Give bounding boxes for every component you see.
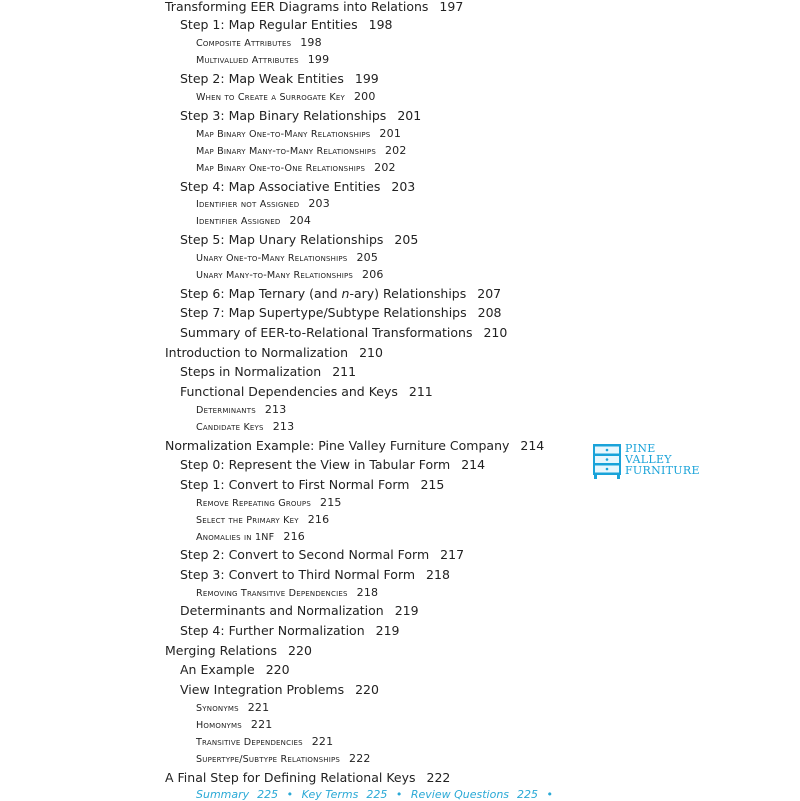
toc-entry-level-2[interactable]: [180, 73, 379, 86]
toc-entry-page: 208: [477, 305, 502, 320]
toc-entry-page: 197: [439, 0, 464, 14]
toc-entry-level-3[interactable]: [196, 91, 376, 103]
toc-entry-page: 203: [308, 197, 330, 210]
toc-entry-page: 213: [264, 403, 287, 416]
toc-entry-level-2[interactable]: [180, 19, 392, 32]
toc-entry-page: 198: [300, 36, 322, 49]
toc-entry-title: Step 6: Map Ternary (and n-ary) Relationships: [180, 286, 467, 301]
toc-entry-level-3[interactable]: [196, 162, 396, 174]
toc-entry-level-3[interactable]: [196, 252, 378, 264]
toc-entry-page: 221: [250, 718, 273, 731]
toc-entry-title: When to Create a Surrogate Key: [196, 92, 345, 103]
toc-entry-page: 210: [359, 345, 383, 360]
toc-entry-level-3[interactable]: [196, 269, 384, 281]
toc-entry-page: 214: [461, 457, 486, 472]
toc-entry-page: 219: [375, 623, 400, 638]
toc-entry-level-2[interactable]: [180, 366, 356, 379]
toc-entry-level-2[interactable]: [180, 181, 415, 194]
toc-entry-level-2[interactable]: [180, 327, 507, 340]
toc-entry-title: Step 3: Map Binary Relationships: [180, 108, 387, 123]
toc-entry-level-2[interactable]: [180, 684, 379, 697]
toc-entry-title: Step 2: Convert to Second Normal Form: [180, 547, 430, 562]
toc-entry-page: 215: [420, 477, 445, 492]
toc-entry-level-3[interactable]: [196, 719, 272, 731]
toc-entry-page: 206: [362, 268, 384, 281]
toc-entry-page: 214: [520, 438, 545, 453]
toc-entry-level-3[interactable]: [196, 145, 407, 157]
toc-entry-level-2[interactable]: [180, 386, 433, 399]
toc-entry-level-3[interactable]: [196, 514, 329, 526]
toc-entry-title: Transitive Dependencies: [196, 737, 303, 748]
toc-entry-page: 213: [272, 420, 295, 433]
toc-entry-page: 220: [355, 682, 379, 697]
toc-entry-title: Synonyms: [196, 703, 239, 714]
toc-entry-level-3[interactable]: [196, 37, 322, 49]
toc-entry-level-2[interactable]: [180, 479, 444, 492]
toc-entry-level-1[interactable]: [165, 772, 450, 785]
toc-entry-level-2[interactable]: [180, 605, 419, 618]
toc-entry-title: Step 4: Map Associative Entities: [180, 179, 381, 194]
toc-entry-level-3[interactable]: [196, 215, 311, 227]
toc-entry-title: Identifier not Assigned: [196, 199, 300, 210]
toc-entry-level-2[interactable]: [180, 549, 464, 562]
toc-entry-level-2[interactable]: [180, 234, 418, 247]
toc-entry-page: 198: [368, 17, 393, 32]
footer-item[interactable]: Review Questions 225: [410, 788, 539, 801]
toc-entry-title: Unary One-to-Many Relationships: [196, 253, 348, 264]
toc-entry-title: Introduction to Normalization: [165, 345, 349, 360]
toc-entry-page: 219: [394, 603, 419, 618]
toc-entry-level-3[interactable]: [196, 531, 305, 543]
toc-entry-page: 220: [288, 643, 312, 658]
toc-entry-title: Supertype/Subtype Relationships: [196, 754, 341, 765]
toc-entry-title: Step 0: Represent the View in Tabular Form: [180, 457, 451, 472]
toc-entry-page: 216: [307, 513, 330, 526]
toc-entry-page: 218: [426, 567, 450, 582]
toc-entry-title: Step 7: Map Supertype/Subtype Relationships: [180, 305, 467, 320]
toc-entry-level-3[interactable]: [196, 54, 329, 66]
toc-entry-level-3[interactable]: [196, 404, 286, 416]
toc-entry-title: Candidate Keys: [196, 422, 264, 433]
footer-separator: •: [546, 788, 554, 801]
toc-entry-title: View Integration Problems: [180, 682, 345, 697]
toc-entry-page: 222: [426, 770, 451, 785]
toc-entry-page: 211: [332, 364, 357, 379]
toc-entry-title: Determinants: [196, 405, 256, 416]
toc-entry-level-2[interactable]: [180, 569, 450, 582]
toc-entry-level-3[interactable]: [196, 753, 371, 765]
toc-entry-level-2[interactable]: [180, 459, 485, 472]
toc-entry-title: A Final Step for Defining Relational Keys: [165, 770, 416, 785]
toc-entry-title: Summary of EER-to-Relational Transformations: [180, 325, 473, 340]
toc-entry-level-2[interactable]: [180, 288, 501, 301]
toc-entry-title: Step 1: Convert to First Normal Form: [180, 477, 410, 492]
toc-entry-title: Map Binary Many-to-Many Relationships: [196, 146, 376, 157]
toc-entry-level-2[interactable]: [180, 110, 421, 123]
toc-entry-page: 203: [391, 179, 416, 194]
toc-entry-level-3[interactable]: [196, 198, 330, 210]
toc-entry-title: Homonyms: [196, 720, 242, 731]
toc-entry-title: Functional Dependencies and Keys: [180, 384, 398, 399]
footer-item[interactable]: Summary 225: [196, 788, 279, 801]
toc-entry-title: Multivalued Attributes: [196, 55, 299, 66]
logo-wordmark: PINE VALLEY FURNITURE: [625, 442, 700, 477]
toc-entry-page: 204: [289, 214, 312, 227]
toc-entry-level-3[interactable]: [196, 702, 269, 714]
toc-entry-page: 205: [394, 232, 419, 247]
toc-entry-title: Steps in Normalization: [180, 364, 322, 379]
toc-entry-title: Determinants and Normalization: [180, 603, 384, 618]
toc-entry-level-3[interactable]: [196, 587, 378, 599]
toc-entry-title: Remove Repeating Groups: [196, 498, 312, 509]
toc-entry-page: 201: [379, 127, 402, 140]
toc-entry-title: Step 2: Map Weak Entities: [180, 71, 344, 86]
toc-entry-title: An Example: [180, 662, 255, 677]
toc-entry-page: 202: [384, 144, 407, 157]
toc-entry-title: Step 1: Map Regular Entities: [180, 17, 358, 32]
toc-entry-page: 221: [311, 735, 334, 748]
toc-entry-page: 215: [320, 496, 342, 509]
pine-valley-furniture-logo: [592, 443, 707, 479]
toc-entry-page: 201: [397, 108, 422, 123]
toc-entry-page: 222: [349, 752, 371, 765]
toc-entry-title: Removing Transitive Dependencies: [196, 588, 348, 599]
toc-entry-level-1[interactable]: [165, 440, 544, 453]
toc-entry-level-3[interactable]: [196, 128, 401, 140]
toc-entry-level-2[interactable]: [180, 625, 400, 638]
toc-entry-page: 199: [307, 53, 330, 66]
toc-entry-page: 202: [374, 161, 396, 174]
toc-entry-page: 217: [440, 547, 465, 562]
toc-entry-level-1[interactable]: [165, 645, 312, 658]
toc-entry-title: Transforming EER Diagrams into Relations: [165, 0, 429, 14]
toc-entry-page: 205: [356, 251, 379, 264]
toc-entry-page: 207: [477, 286, 502, 301]
toc-entry-title: Step 4: Further Normalization: [180, 623, 365, 638]
footer-item[interactable]: Key Terms 225: [301, 788, 388, 801]
toc-entry-level-3[interactable]: [196, 736, 333, 748]
toc-entry-level-1[interactable]: [165, 1, 463, 14]
toc-entry-level-3[interactable]: [196, 421, 294, 433]
toc-entry-page: 210: [483, 325, 508, 340]
toc-entry-level-2[interactable]: [180, 664, 290, 677]
footer-separator: •: [286, 788, 294, 801]
toc-entry-title: Unary Many-to-Many Relationships: [196, 270, 354, 281]
toc-entry-title: Anomalies in 1NF: [196, 532, 275, 543]
toc-entry-page: 220: [265, 662, 290, 677]
toc-entry-title: Normalization Example: Pine Valley Furniture Company: [165, 438, 510, 453]
toc-entry-title: Map Binary One-to-Many Relationships: [196, 129, 371, 140]
toc-entry-title: Merging Relations: [165, 643, 278, 658]
dresser-icon: [592, 443, 622, 479]
toc-entry-level-2[interactable]: [180, 307, 501, 320]
toc-entry-title: Composite Attributes: [196, 38, 292, 49]
toc-entry-page: 218: [356, 586, 379, 599]
toc-entry-title: Identifier Assigned: [196, 216, 281, 227]
toc-entry-title: Step 5: Map Unary Relationships: [180, 232, 384, 247]
chapter-end-matter: [196, 788, 558, 801]
toc-entry-level-1[interactable]: [165, 347, 383, 360]
toc-entry-page: 199: [354, 71, 379, 86]
toc-entry-title: Step 3: Convert to Third Normal Form: [180, 567, 416, 582]
toc-entry-page: 200: [353, 90, 376, 103]
toc-entry-level-3[interactable]: [196, 497, 342, 509]
toc-entry-page: 221: [247, 701, 270, 714]
toc-entry-page: 211: [408, 384, 433, 399]
footer-separator: •: [395, 788, 403, 801]
toc-entry-page: 216: [283, 530, 305, 543]
toc-entry-title: Select the Primary Key: [196, 515, 299, 526]
toc-entry-title: Map Binary One-to-One Relationships: [196, 163, 366, 174]
